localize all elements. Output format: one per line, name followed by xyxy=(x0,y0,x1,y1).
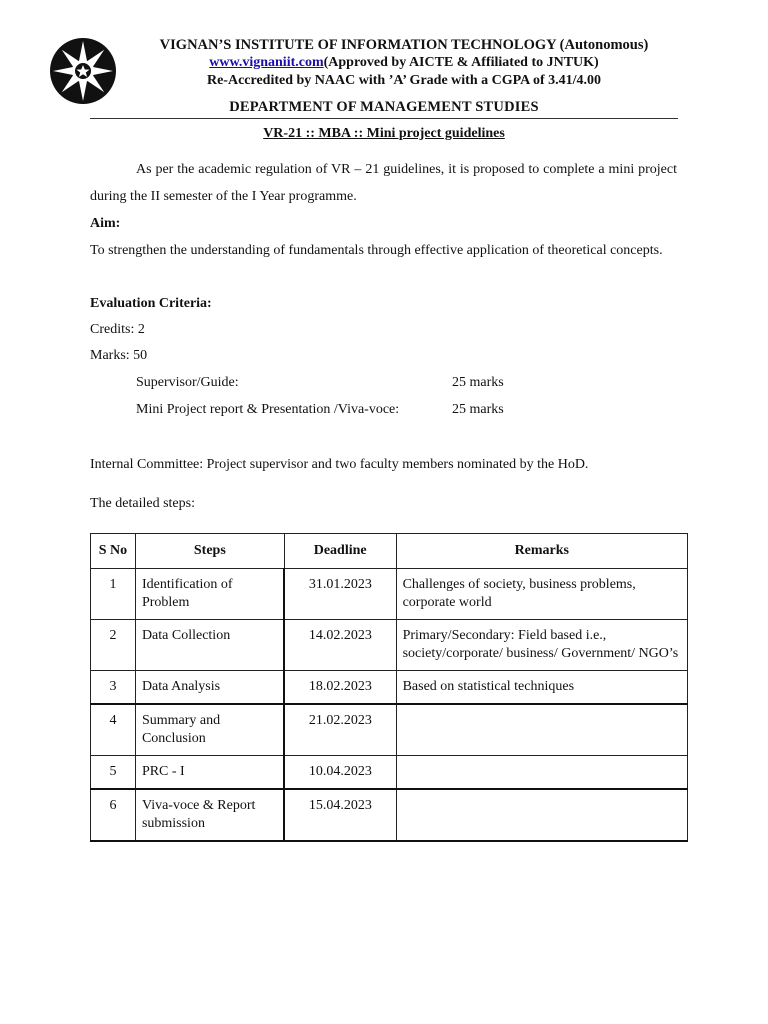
table-row xyxy=(91,569,688,620)
accreditation-line: Re-Accredited by NAAC with ’A’ Grade with a CGPA of 3.41/4.00 xyxy=(206,73,602,88)
approval-text: (Approved by AICTE & Affiliated to JNTUK) xyxy=(323,55,599,70)
cell-sno: 4 xyxy=(91,704,136,756)
institute-name: VIGNAN’S INSTITUTE OF INFORMATION TECHNOLOGY (Autonomous) xyxy=(159,37,649,53)
cell-deadline: 10.04.2023 xyxy=(284,756,396,790)
website-link[interactable]: www.vignaniit.com xyxy=(209,55,324,70)
cell-remarks xyxy=(396,789,687,841)
cell-deadline: 21.02.2023 xyxy=(284,704,396,756)
department-title: DEPARTMENT OF MANAGEMENT STUDIES xyxy=(229,99,539,115)
cell-deadline: 31.01.2023 xyxy=(284,569,396,620)
cell-step: PRC - I xyxy=(135,756,284,790)
header-divider xyxy=(90,118,678,119)
table-row xyxy=(91,756,688,790)
cell-sno: 2 xyxy=(91,620,136,671)
steps-intro: The detailed steps: xyxy=(90,496,195,511)
cell-sno: 6 xyxy=(91,789,136,841)
column-header: Steps xyxy=(135,534,284,569)
column-header: S No xyxy=(91,534,136,569)
cell-remarks xyxy=(396,756,687,790)
cell-remarks: Challenges of society, business problems, corporate world xyxy=(396,569,687,620)
cell-remarks xyxy=(396,704,687,756)
table-row xyxy=(91,620,688,671)
steps-table xyxy=(90,533,688,842)
marks-item-value: 25 marks xyxy=(452,375,504,390)
column-header: Remarks xyxy=(396,534,687,569)
cell-step: Data Analysis xyxy=(135,671,284,705)
intro-paragraph: As per the academic regulation of VR – 21 guidelines, it is proposed to complete a mini project during the II semester of the I Year programme. xyxy=(90,162,677,204)
credits-line: Credits: 2 xyxy=(90,322,145,337)
table-row xyxy=(91,704,688,756)
cell-remarks: Based on statistical techniques xyxy=(396,671,687,705)
cell-deadline: 18.02.2023 xyxy=(284,671,396,705)
cell-deadline: 15.04.2023 xyxy=(284,789,396,841)
table-row xyxy=(91,671,688,705)
aim-heading: Aim: xyxy=(90,216,121,231)
evaluation-heading: Evaluation Criteria: xyxy=(90,296,212,311)
cell-remarks: Primary/Secondary: Field based i.e., society/corporate/ business/ Government/ NGO’s xyxy=(396,620,687,671)
committee-line: Internal Committee: Project supervisor and two faculty members nominated by the HoD. xyxy=(90,457,589,472)
aim-paragraph: To strengthen the understanding of fundamentals through effective application of theoretical concepts. xyxy=(90,243,663,258)
cell-step: Summary and Conclusion xyxy=(135,704,284,756)
approval-line xyxy=(20,55,768,71)
cell-sno: 3 xyxy=(91,671,136,705)
cell-sno: 5 xyxy=(91,756,136,790)
document-subtitle: VR-21 :: MBA :: Mini project guidelines xyxy=(263,126,505,141)
column-header: Deadline xyxy=(284,534,396,569)
table-header-row xyxy=(91,534,688,569)
marks-item-value: 25 marks xyxy=(452,402,504,417)
table-row xyxy=(91,789,688,841)
marks-line: Marks: 50 xyxy=(90,348,148,363)
cell-step: Data Collection xyxy=(135,620,284,671)
marks-item-label: Mini Project report & Presentation /Viva-voce: xyxy=(136,402,400,417)
cell-sno: 1 xyxy=(91,569,136,620)
cell-step: Viva-voce & Report submission xyxy=(135,789,284,841)
cell-step: Identification of Problem xyxy=(135,569,284,620)
marks-item-label: Supervisor/Guide: xyxy=(136,375,239,390)
cell-deadline: 14.02.2023 xyxy=(284,620,396,671)
